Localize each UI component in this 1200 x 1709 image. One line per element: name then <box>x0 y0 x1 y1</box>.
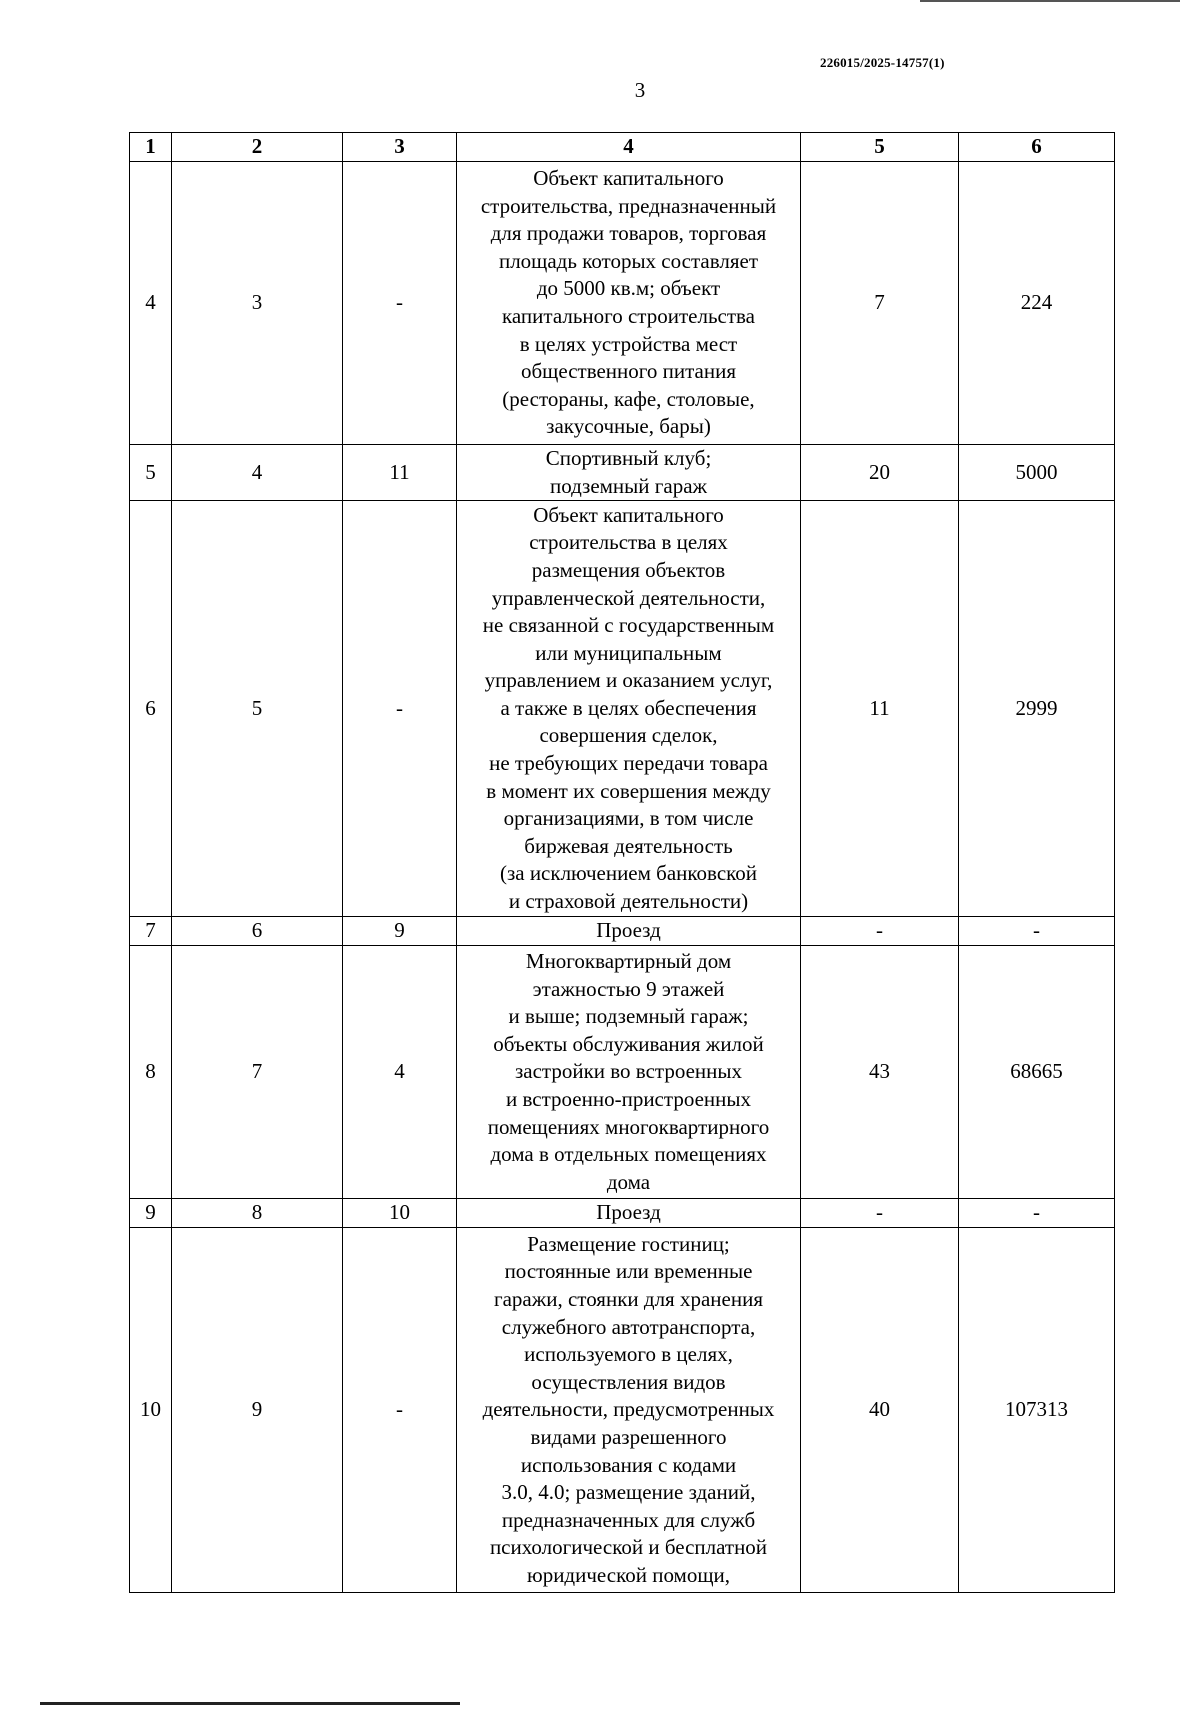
table-cell-c2: 6 <box>172 917 343 946</box>
table-cell-c5: 7 <box>801 162 959 445</box>
description-line: этажностью 9 этажей <box>532 976 725 1001</box>
table-cell-c2: 9 <box>172 1228 343 1593</box>
description-line: психологической и бесплатной <box>489 1535 768 1560</box>
description-line: (рестораны, кафе, столовые, <box>502 386 755 411</box>
description-line: строительства в целях <box>529 530 728 555</box>
table-cell-c1: 10 <box>130 1228 172 1593</box>
description-line: не требующих передачи товара <box>489 751 768 776</box>
description-line: в момент их совершения между <box>486 778 771 803</box>
description-line: размещения объектов <box>531 557 726 582</box>
table-cell-c3: - <box>343 162 457 445</box>
table-cell-c3: 10 <box>343 1199 457 1228</box>
description-line: для продажи товаров, торговая <box>490 221 767 246</box>
table-cell-c1: 7 <box>130 917 172 946</box>
description-line: закусочные, бары) <box>546 414 711 439</box>
table-row <box>130 1199 1115 1228</box>
description-line: подземный гараж <box>549 473 708 498</box>
table-cell-description <box>457 162 801 445</box>
description-line: помещениях многоквартирного <box>487 1114 770 1139</box>
scan-edge-top <box>920 0 1180 2</box>
description-line: до 5000 кв.м; объект <box>536 276 721 301</box>
column-header: 5 <box>801 133 959 162</box>
table-cell-c3: - <box>343 1228 457 1593</box>
table-row <box>130 917 1115 946</box>
description-line: строительства, предназначенный <box>480 193 777 218</box>
description-line: Многоквартирный дом <box>525 949 732 974</box>
table-cell-c3: 11 <box>343 445 457 501</box>
table-row <box>130 1228 1115 1593</box>
table-cell-c1: 6 <box>130 501 172 917</box>
description-line: в целях устройства мест <box>519 331 738 356</box>
table-cell-c2: 3 <box>172 162 343 445</box>
table-cell-c5: - <box>801 917 959 946</box>
table-cell-description <box>457 501 801 917</box>
description-line: 3.0, 4.0; размещение зданий, <box>501 1480 756 1505</box>
table-cell-c5: 43 <box>801 946 959 1199</box>
table-cell-c1: 5 <box>130 445 172 501</box>
description-line: совершения сделок, <box>539 723 718 748</box>
description-line: служебного автотранспорта, <box>501 1314 756 1339</box>
description-line: постоянные или временные <box>504 1259 753 1284</box>
description-line: предназначенных для служб <box>501 1507 756 1532</box>
description-line: а также в целях обеспечения <box>500 695 757 720</box>
table-cell-c2: 4 <box>172 445 343 501</box>
description-line: и выше; подземный гараж; <box>508 1004 749 1029</box>
description-line: биржевая деятельность <box>524 833 733 858</box>
column-header: 3 <box>343 133 457 162</box>
column-header: 6 <box>959 133 1115 162</box>
table-cell-c3: 4 <box>343 946 457 1199</box>
table-cell-c2: 8 <box>172 1199 343 1228</box>
table-cell-c6: - <box>959 917 1115 946</box>
description-line: Объект капитального <box>533 166 724 191</box>
table-cell-c2: 5 <box>172 501 343 917</box>
table-cell-c5: 11 <box>801 501 959 917</box>
table-row <box>130 162 1115 445</box>
table-cell-c6: 2999 <box>959 501 1115 917</box>
table-cell-c6: 68665 <box>959 946 1115 1199</box>
table-cell-c6: 107313 <box>959 1228 1115 1593</box>
description-line: использования с кодами <box>520 1452 737 1477</box>
description-line: Проезд <box>596 1200 661 1225</box>
description-line: организациями, в том числе <box>503 806 754 831</box>
description-line: площадь которых составляет <box>498 248 759 273</box>
table-cell-c6: 5000 <box>959 445 1115 501</box>
column-header: 2 <box>172 133 343 162</box>
table-cell-c6: 224 <box>959 162 1115 445</box>
description-line: деятельности, предусмотренных <box>482 1397 775 1422</box>
scan-edge-bottom <box>40 1702 460 1705</box>
table-row <box>130 946 1115 1199</box>
table-cell-c1: 4 <box>130 162 172 445</box>
table-row <box>130 501 1115 917</box>
table-cell-c3: 9 <box>343 917 457 946</box>
description-line: юридической помощи, <box>527 1562 730 1587</box>
description-line: застройки во встроенных <box>514 1059 743 1084</box>
description-line: общественного питания <box>521 359 736 384</box>
table-cell-c6: - <box>959 1199 1115 1228</box>
table-cell-c5: - <box>801 1199 959 1228</box>
table-cell-c5: 20 <box>801 445 959 501</box>
description-line: дома <box>606 1169 651 1194</box>
description-line: видами разрешенного <box>530 1424 727 1449</box>
land-plot-table <box>129 132 1115 1593</box>
column-header: 4 <box>457 133 801 162</box>
column-header: 1 <box>130 133 172 162</box>
table-cell-description <box>457 946 801 1199</box>
table-cell-description <box>457 1199 801 1228</box>
description-line: или муниципальным <box>535 640 722 665</box>
table-cell-c1: 8 <box>130 946 172 1199</box>
page-number: 3 <box>634 78 646 102</box>
table-cell-description <box>457 917 801 946</box>
description-line: не связанной с государственным <box>482 613 775 638</box>
description-line: и встроенно-пристроенных <box>506 1086 751 1111</box>
description-line: управлением и оказанием услуг, <box>484 668 773 693</box>
table-cell-description <box>457 445 801 501</box>
table-row <box>130 445 1115 501</box>
description-line: Объект капитального <box>533 502 724 527</box>
table-cell-c1: 9 <box>130 1199 172 1228</box>
table-header-row <box>130 133 1115 162</box>
description-line: управленческой деятельности, <box>491 585 766 610</box>
description-line: осуществления видов <box>531 1369 726 1394</box>
table-cell-description <box>457 1228 801 1593</box>
document-number: 226015/2025-14757(1) <box>820 55 945 70</box>
description-line: Спортивный клуб; <box>545 446 712 470</box>
description-line: и страховой деятельности) <box>508 889 749 914</box>
description-line: Размещение гостиниц; <box>527 1231 730 1256</box>
description-line: гаражи, стоянки для хранения <box>493 1287 763 1312</box>
description-line: дома в отдельных помещениях <box>490 1142 767 1167</box>
table-cell-c3: - <box>343 501 457 917</box>
description-line: объекты обслуживания жилой <box>493 1031 764 1056</box>
table-cell-c2: 7 <box>172 946 343 1199</box>
description-line: (за исключением банковской <box>499 861 758 886</box>
table-cell-c5: 40 <box>801 1228 959 1593</box>
description-line: используемого в целях, <box>524 1342 733 1367</box>
description-line: Проезд <box>596 918 661 943</box>
description-line: капитального строительства <box>502 304 755 328</box>
